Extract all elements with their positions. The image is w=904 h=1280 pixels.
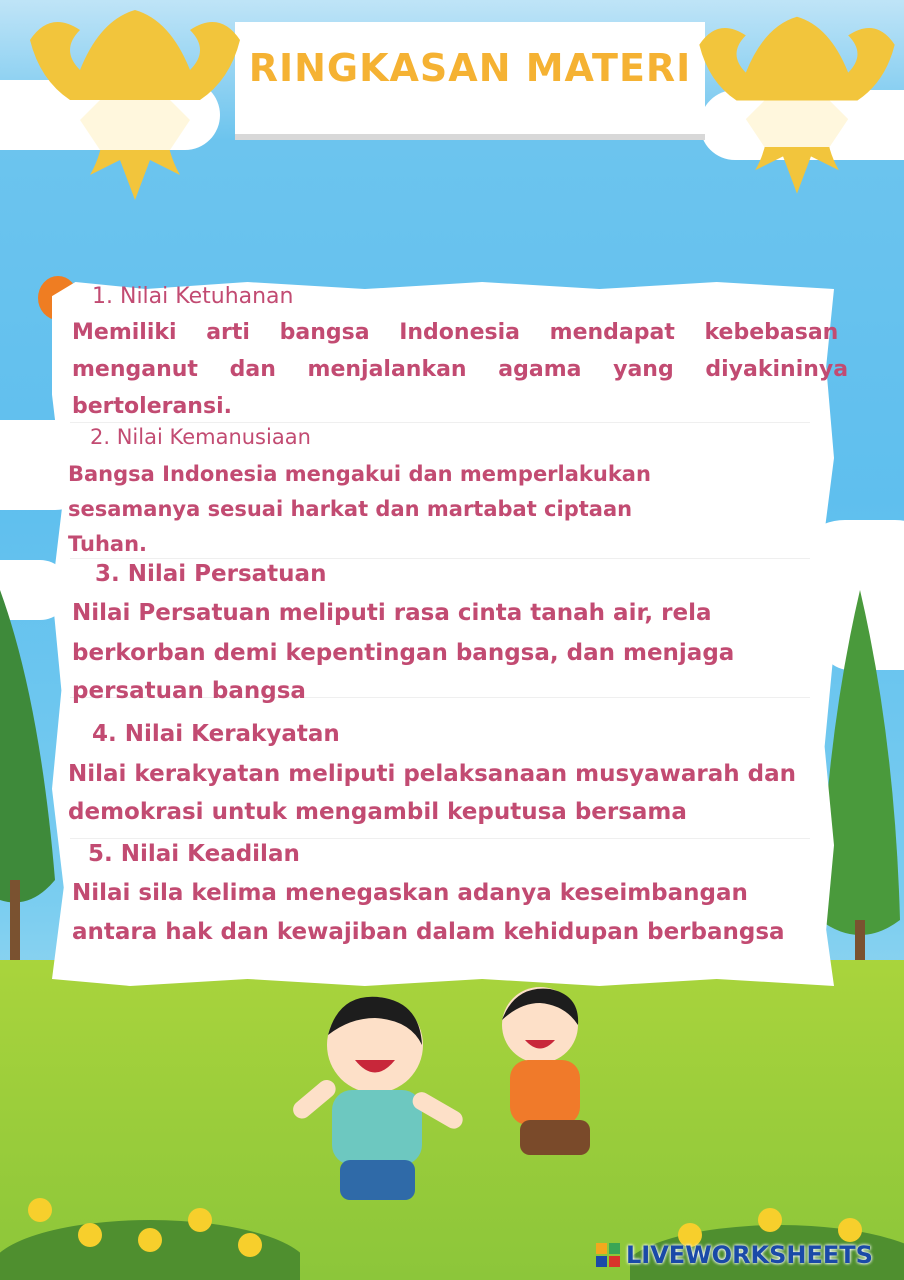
item-text-line: Tuhan. [68, 532, 148, 556]
item-text-line: antara hak dan kewajiban dalam kehidupan berbangsa [72, 919, 785, 945]
tree-icon [0, 580, 60, 960]
flower-icon [0, 1180, 300, 1280]
divider [70, 558, 810, 559]
liveworksheets-logo-icon [596, 1243, 620, 1267]
item-text-line: Nilai Persatuan meliputi rasa cinta tanah air, rela [72, 600, 712, 626]
divider [70, 422, 810, 423]
item-text-line: menganut dan menjalankan agama yang diyakininya [72, 357, 849, 382]
item-text-line: sesamanya sesuai harkat dan martabat ciptaan [68, 497, 633, 521]
item-heading: 1. Nilai Ketuhanan [92, 284, 294, 309]
item-heading: 2. Nilai Kemanusiaan [90, 425, 311, 449]
child-icon [270, 990, 480, 1240]
liveworksheets-logo [596, 1240, 873, 1270]
page-title: RINGKASAN MATERI [248, 46, 692, 90]
item-text-line: demokrasi untuk mengambil keputusa bersama [68, 799, 687, 825]
item-text-line: Nilai sila kelima menegaskan adanya keseimbangan [72, 880, 748, 906]
garuda-icon [20, 0, 250, 215]
item-text-line: bertoleransi. [72, 394, 232, 419]
item-text-line: berkorban demi kepentingan bangsa, dan menjaga [72, 640, 735, 666]
item-heading: 5. Nilai Keadilan [88, 841, 300, 867]
item-text-line: Nilai kerakyatan meliputi pelaksanaan musyawarah dan [68, 761, 797, 787]
item-heading: 4. Nilai Kerakyatan [92, 721, 340, 747]
child-icon [460, 985, 640, 1175]
item-text-line: Memiliki arti bangsa Indonesia mendapat kebebasan [72, 320, 839, 345]
item-heading: 3. Nilai Persatuan [95, 561, 327, 587]
item-text-line: persatuan bangsa [72, 678, 306, 704]
footer-logo-text: LIVEWORKSHEETS [626, 1241, 873, 1269]
divider [70, 838, 810, 839]
garuda-icon [690, 0, 904, 215]
item-text-line: Bangsa Indonesia mengakui dan memperlakukan [68, 462, 651, 486]
